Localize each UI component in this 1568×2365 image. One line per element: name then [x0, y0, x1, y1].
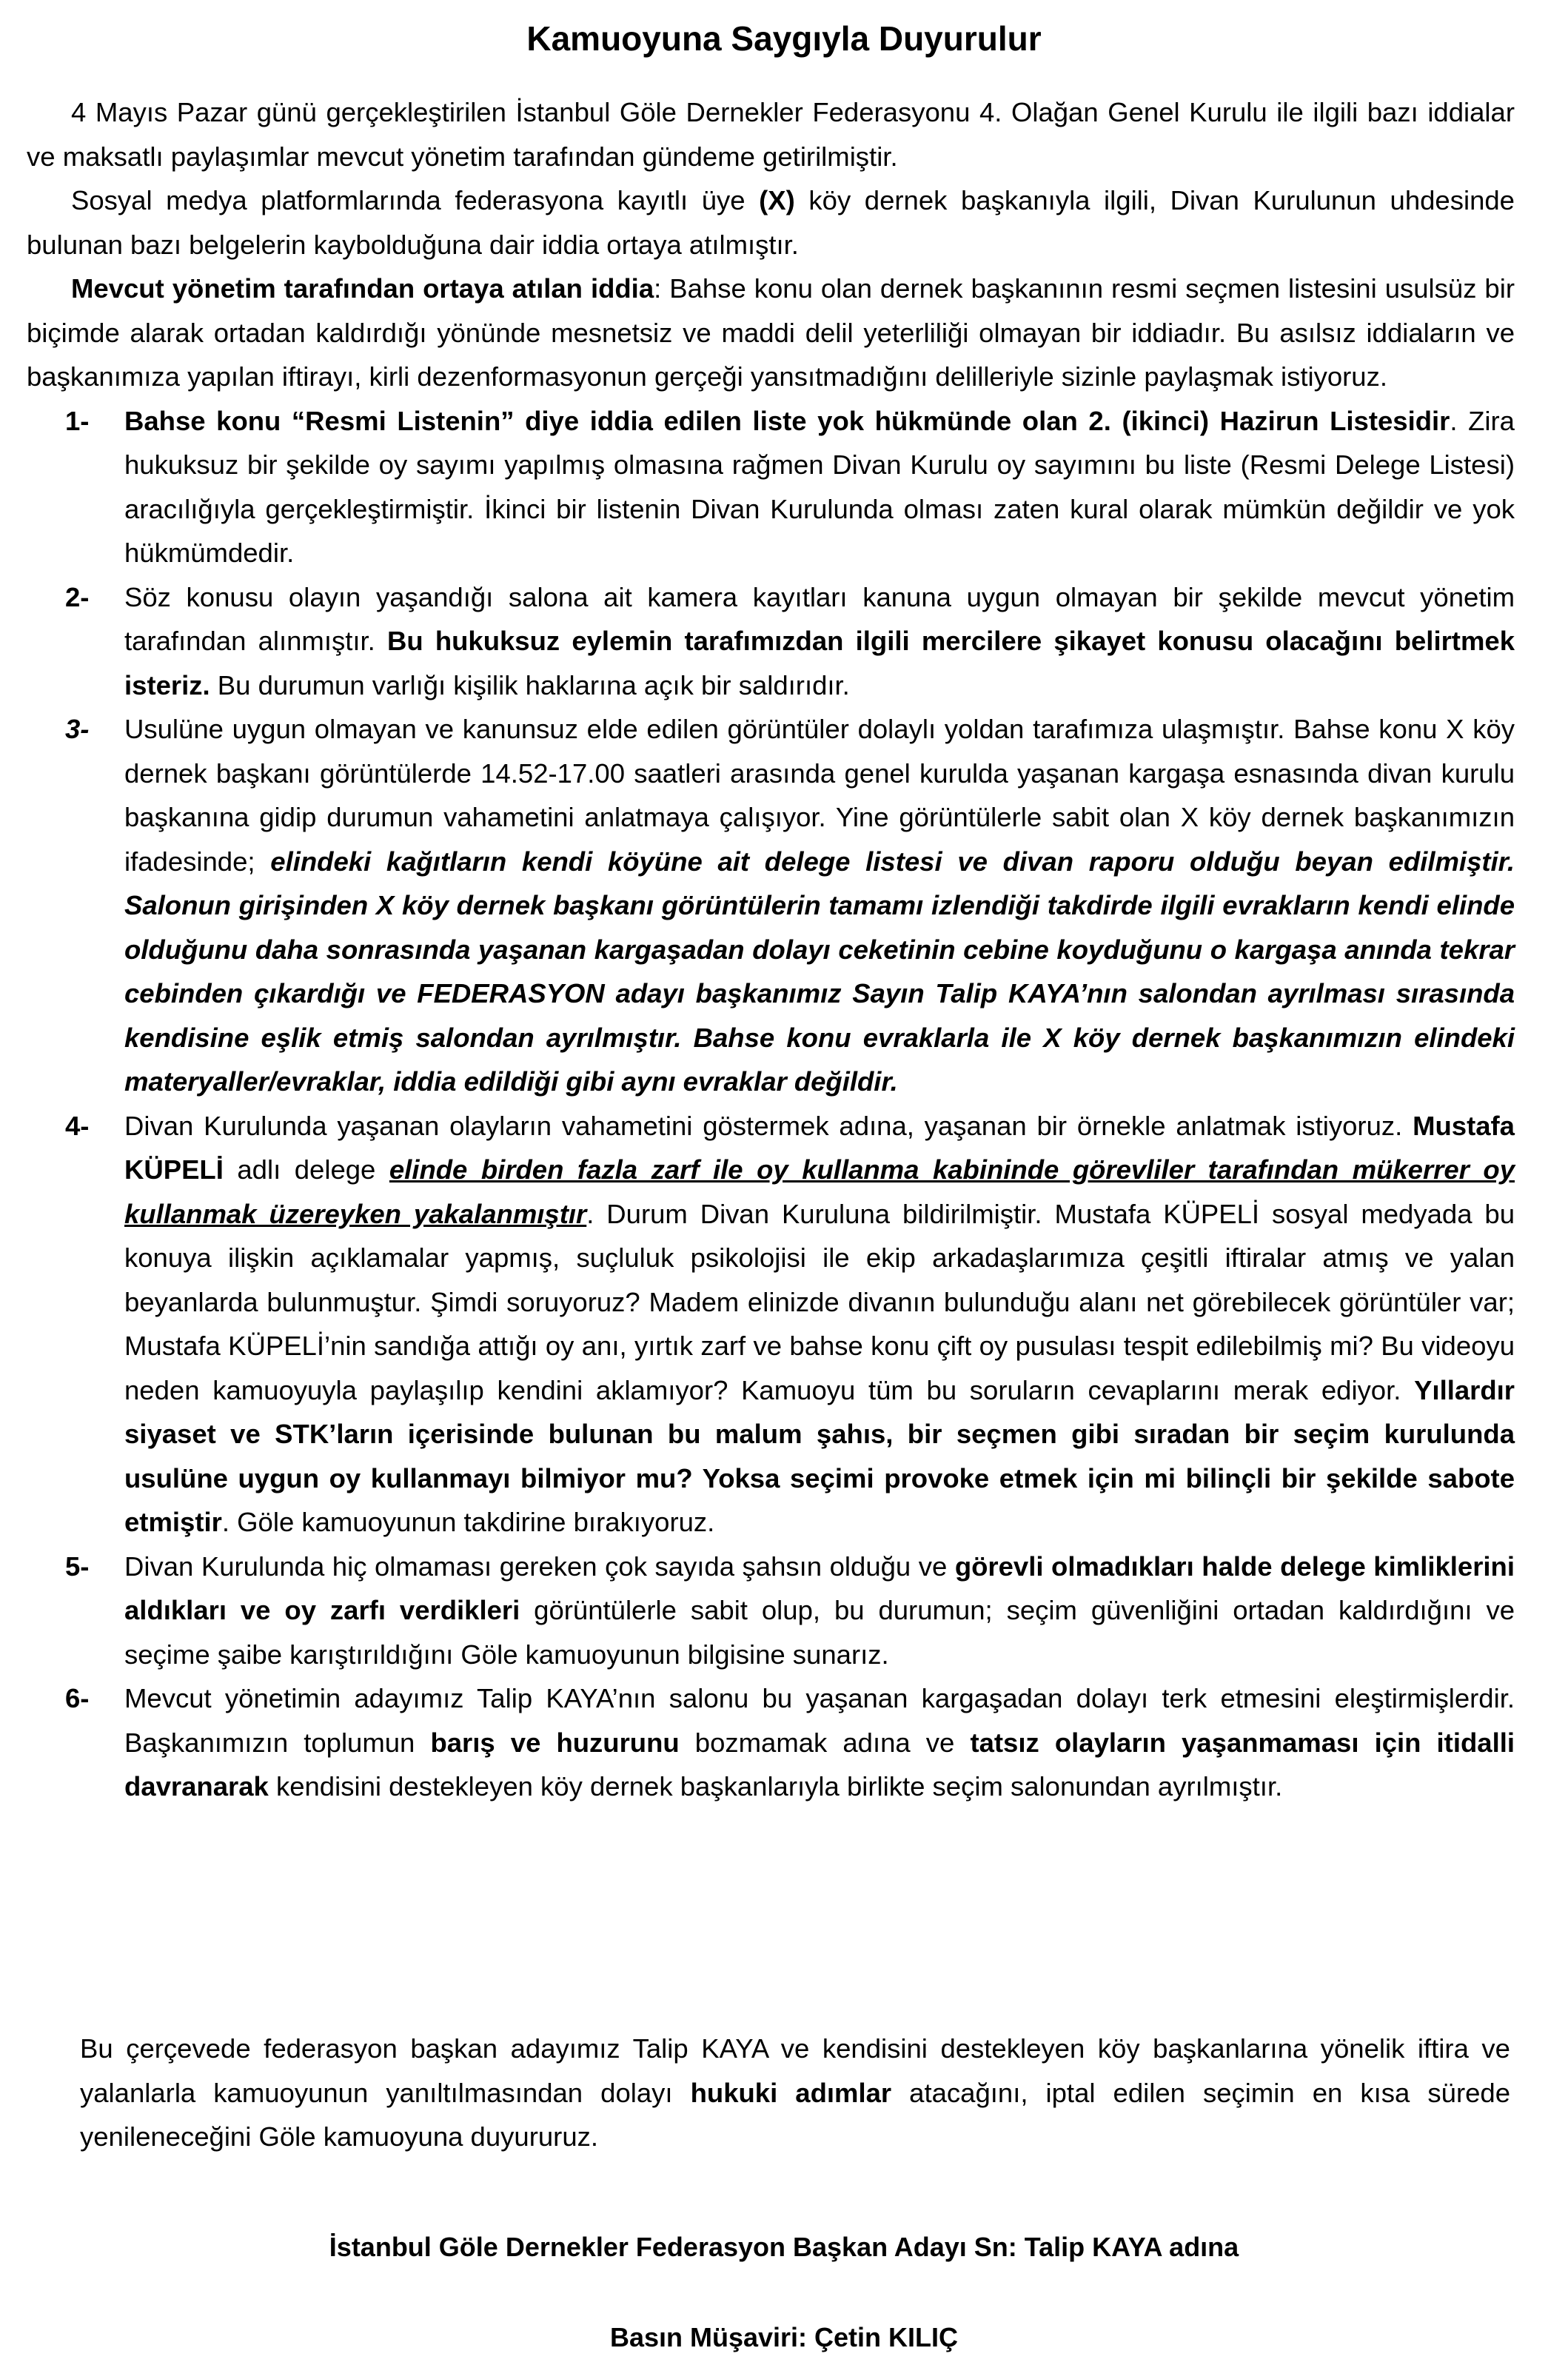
list-item-6-text-a: Mevcut yönetimin adayımız Talip KAYA’nın salonu bu yaşanan kargaşadan dolayı terk etmesini eleştirmişlerdir. Başkanımızın toplumun	[124, 1683, 1515, 1758]
list-item-4-name-bold: Mustafa KÜPELİ	[124, 1110, 1515, 1185]
list-item-4-text-b: adlı delege	[223, 1154, 389, 1185]
intro-paragraph-2-text-b: köy dernek başkanıyla ilgili, Divan Kurulunun uhdesinde bulunan bazı belgelerin kaybolduğuna dair iddia ortaya atılmıştır.	[27, 185, 1515, 260]
closing-bold: hukuki adımlar	[690, 2077, 892, 2108]
list-item-1-text: . Zira hukuksuz bir şekilde oy sayımı yapılmış olmasına rağmen Divan Kurulu oy sayımını bu liste (Resmi Delege Listesi) aracılığıyla gerçekleştirmiştir. İkinci bir listenin Divan Kurulunda olması zaten kural olarak mümkün değildir ve yok hükmümdedir.	[124, 405, 1515, 568]
signature-line-2: Basın Müşaviri: Çetin KILIÇ	[609, 2322, 959, 2352]
list-item-5-bold: görevli olmadıkları halde delege kimliklerini aldıkları ve oy zarfı verdikleri	[124, 1551, 1515, 1625]
list-item-2-text-a: Söz konusu olayın yaşandığı salona ait kamera kayıtları kanuna uygun olmayan bir şekilde mevcut yönetim tarafından alınmıştır.	[124, 581, 1515, 656]
list-item-1	[27, 399, 1515, 575]
list-item-4-text-c: . Durum Divan Kuruluna bildirilmiştir. Mustafa KÜPELİ sosyal medyada bu konuya ilişkin açıklamalar yapmış, suçluluk psikolojisi ile ekip arkadaşlarımıza çeşitli iftiralar atmış ve yalan beyanlarda bulunmuştur. Şimdi soruyoruz? Madem elinizde divanın bulunduğu alanı net görebilecek görüntüler var; Mustafa KÜPELİ’nin sandığa attığı oy anı, yırtık zarf ve bahse konu çift oy pusulası tespit edilebilmiş mi? Bu videoyu neden kamuoyuyla paylaşılıp kendini aklamıyor? Kamuoyu tüm bu soruların cevaplarını merak ediyor.	[124, 1198, 1515, 1405]
list-item-4-text-a: Divan Kurulunda yaşanan olayların vahametini göstermek adına, yaşanan bir örnekle anlatmak istiyoruz.	[124, 1110, 1413, 1141]
list-item-6-text-c: kendisini destekleyen köy dernek başkanlarıyla birlikte seçim salonundan ayrılmıştır.	[268, 1771, 1283, 1802]
list-item-5	[27, 1545, 1515, 1677]
list-item-4-text-d: . Göle kamuoyunun takdirine bırakıyoruz.	[221, 1507, 715, 1537]
list-item-4	[27, 1104, 1515, 1545]
list-item-3-bold-italic: elindeki kağıtların kendi köyüne ait delege listesi ve divan raporu olduğu beyan edilmiştir. Salonun girişinden X köy dernek başkanı görüntülerin tamamı izlendiği takdirde ilgili evrakların kendi elinde olduğunu daha sonrasında yaşanan kargaşadan dolayı ceketinin cebine koyduğunu o kargaşa anında tekrar cebinden çıkardığı ve FEDERASYON adayı başkanımız Sayın Talip KAYA’nın salondan ayrılması sırasında kendisine eşlik etmiş salondan ayrılmıştır. Bahse konu evraklarla ile X köy dernek başkanımızın elindeki materyaller/evraklar, iddia edildiği gibi aynı evraklar değildir.	[124, 846, 1515, 1097]
intro-paragraph-2-text-a: Sosyal medya platformlarında federasyona kayıtlı üye	[71, 185, 760, 215]
list-item-number: 6-	[65, 1683, 90, 1713]
intro-paragraph-3-text: : Bahse konu olan dernek başkanının resmi seçmen listesini usulsüz bir biçimde alarak ortadan kaldırdığı yönünde mesnetsiz ve maddi delil yeterliliği olmayan bir iddiadır. Bu asılsız iddiaların ve başkanımıza yapılan iftirayı, kirli dezenformasyonun gerçeği yansıtmadığını delilleriyle sizinle paylaşmak istiyoruz.	[27, 273, 1515, 392]
list-item-5-text-b: görüntülerle sabit olup, bu durumun; seçim güvenliğini ortadan kaldırdığını ve seçime şaibe karıştırıldığını Göle kamuoyunun bilgisine sunarız.	[124, 1595, 1515, 1670]
list-item-4-bold: Yıllardır siyaset ve STK’ların içerisinde bulunan bu malum şahıs, bir seçmen gibi sıradan bir seçim kurulunda usulüne uygun oy kullanmayı bilmiyor mu? Yoksa seçimi provoke etmek için mi bilinçli bir şekilde sabote etmiştir	[124, 1374, 1515, 1537]
list-item-5-text-a: Divan Kurulunda hiç olmaması gereken çok sayıda şahsın olduğu ve	[124, 1551, 955, 1582]
list-item-number: 4-	[65, 1110, 90, 1141]
intro-paragraph-3-heading: Mevcut yönetim tarafından ortaya atılan iddia	[71, 273, 654, 304]
list-item-1-bold: Bahse konu “Resmi Listenin” diye iddia edilen liste yok hükmünde olan 2. (ikinci) Hazirun Listesidir	[124, 405, 1450, 436]
list-item-6-bold-b: tatsız olayların yaşanmaması için itidalli davranarak	[124, 1727, 1515, 1802]
signature-line-1: İstanbul Göle Dernekler Federasyon Başkan Adayı Sn: Talip KAYA adına	[329, 2232, 1239, 2262]
list-item-2	[27, 575, 1515, 708]
document-body	[27, 90, 1515, 1809]
list-item-3	[27, 707, 1515, 1104]
list-item-6	[27, 1676, 1515, 1809]
list-item-6-bold-a: barış ve huzurunu	[430, 1727, 680, 1758]
list-item-6-text-b: bozmamak adına ve	[679, 1727, 971, 1758]
list-item-2-text-b: Bu durumun varlığı kişilik haklarına açık bir saldırıdır.	[210, 669, 850, 700]
numbered-list	[27, 399, 1515, 1809]
intro-paragraph-1	[27, 90, 1515, 178]
list-item-number: 3-	[65, 714, 90, 744]
closing-text-a: Bu çerçevede federasyon başkan adayımız Talip KAYA ve kendisini destekleyen köy başkanlarına yönelik iftira ve yalanlarla kamuoyunun yanıltılmasından dolayı	[80, 2033, 1510, 2108]
intro-paragraph-3	[27, 267, 1515, 399]
list-item-number: 2-	[65, 581, 90, 612]
list-item-3-text: Usulüne uygun olmayan ve kanunsuz elde edilen görüntüler dolaylı yoldan tarafımıza ulaşmıştır. Bahse konu X köy dernek başkanı görüntülerde 14.52-17.00 saatleri arasında genel kurulda yaşanan kargaşa esnasında divan kurulu başkanına gidip durumun vahametini anlatmaya çalışıyor. Yine görüntülerle sabit olan X köy dernek başkanımızın ifadesinde;	[124, 714, 1515, 877]
closing-text-b: atacağını, iptal edilen seçimin en kısa sürede yenileneceğini Göle kamuoyuna duyururuz.	[80, 2077, 1510, 2152]
intro-paragraph-2-bold-x: (X)	[759, 185, 795, 215]
list-item-4-underlined: elinde birden fazla zarf ile oy kullanma kabininde görevliler tarafından mükerrer oy kullanmak üzereyken yakalanmıştır	[124, 1154, 1515, 1229]
list-item-number: 1-	[65, 405, 90, 436]
intro-paragraph-1-text: 4 Mayıs Pazar günü gerçekleştirilen İstanbul Göle Dernekler Federasyonu 4. Olağan Genel Kurulu ile ilgili bazı iddialar ve maksatlı paylaşımlar mevcut yönetim tarafından gündeme getirilmiştir.	[27, 97, 1515, 172]
document-title: Kamuoyuna Saygıyla Duyurulur	[526, 19, 1042, 58]
closing-paragraph	[80, 2027, 1510, 2159]
list-item-2-bold: Bu hukuksuz eylemin tarafımızdan ilgili mercilere şikayet konusu olacağını belirtmek isteriz.	[124, 626, 1515, 700]
intro-paragraph-2	[27, 178, 1515, 267]
list-item-number: 5-	[65, 1551, 90, 1582]
